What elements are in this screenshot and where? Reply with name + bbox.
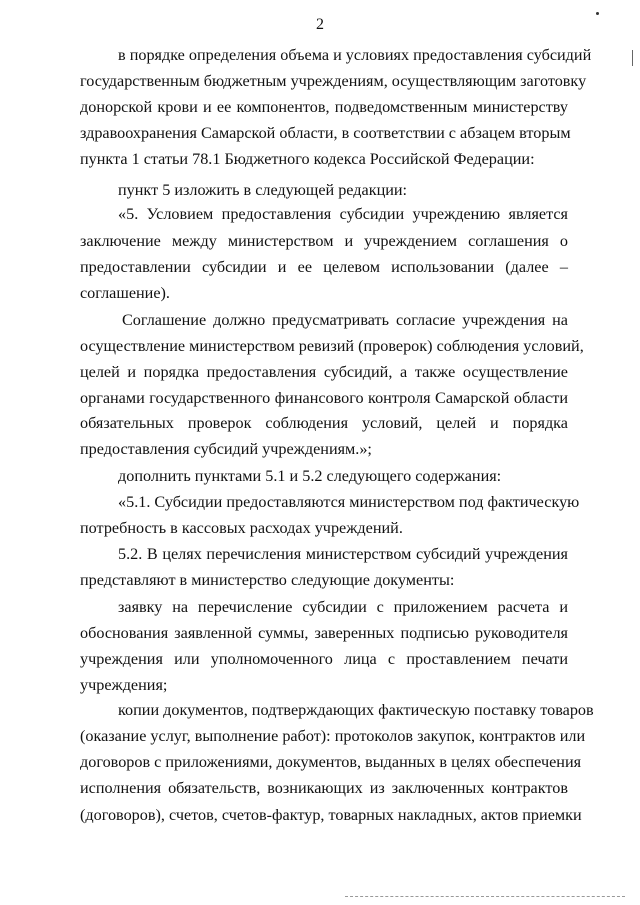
text-line: обязательных проверок соблюдения условий, целей и порядка bbox=[80, 414, 568, 432]
text-line: заявку на перечисление субсидии с приложением расчета и bbox=[118, 598, 568, 616]
text-line: заключение между министерством и учреждением соглашения о bbox=[80, 232, 568, 250]
text-line: здравоохранения Самарской области, в соответствии с абзацем вторым bbox=[80, 124, 571, 142]
page-number: 2 bbox=[316, 16, 324, 33]
text-line: дополнить пунктами 5.1 и 5.2 следующего содержания: bbox=[118, 467, 502, 485]
text-line: исполнения обязательств, возникающих из заключенных контрактов bbox=[80, 779, 568, 797]
text-line: предоставления субсидий учреждениям.»; bbox=[80, 440, 372, 458]
text-line: учреждения; bbox=[80, 676, 168, 694]
text-line: Соглашение должно предусматривать согласие учреждения на bbox=[122, 311, 568, 329]
text-line: учреждения или уполномоченного лица с проставлением печати bbox=[80, 650, 568, 668]
text-line: «5. Условием предоставления субсидии учреждению является bbox=[118, 205, 568, 223]
scan-mark bbox=[632, 50, 633, 66]
text-line: целей и порядка предоставления субсидий, а также осуществление bbox=[80, 363, 568, 381]
text-line: донорской крови и ее компонентов, подведомственным министерству bbox=[80, 98, 568, 116]
text-line: обоснования заявленной суммы, заверенных подписью руководителя bbox=[80, 624, 568, 642]
text-line: копии документов, подтверждающих фактическую поставку товаров bbox=[118, 701, 594, 719]
scan-speck bbox=[596, 12, 599, 15]
text-line: в порядке определения объема и условиях предоставления субсидий bbox=[118, 46, 592, 64]
text-line: соглашение). bbox=[80, 284, 170, 302]
text-line: пункта 1 статьи 78.1 Бюджетного кодекса Российской Федерации: bbox=[80, 150, 535, 168]
text-line: (договоров), счетов, счетов-фактур, товарных накладных, актов приемки bbox=[80, 806, 582, 824]
scan-bottom-edge bbox=[345, 896, 625, 897]
text-line: государственным бюджетным учреждениям, осуществляющим заготовку bbox=[80, 72, 587, 90]
text-line: пункт 5 изложить в следующей редакции: bbox=[118, 181, 408, 199]
text-line: осуществление министерством ревизий (проверок) соблюдения условий, bbox=[80, 337, 584, 355]
text-line: (оказание услуг, выполнение работ): протоколов закупок, контрактов или bbox=[80, 727, 586, 745]
text-line: договоров с приложениями, документов, выданных в целях обеспечения bbox=[80, 753, 582, 771]
text-line: «5.1. Субсидии предоставляются министерством под фактическую bbox=[118, 493, 580, 511]
text-line: органами государственного финансового контроля Самарской области bbox=[80, 389, 568, 407]
text-line: 5.2. В целях перечисления министерством субсидий учреждения bbox=[118, 545, 568, 563]
text-line: потребность в кассовых расходах учреждений. bbox=[80, 519, 403, 537]
text-line: представляют в министерство следующие документы: bbox=[80, 571, 455, 589]
text-line: предоставлении субсидии и ее целевом использовании (далее – bbox=[80, 258, 568, 276]
